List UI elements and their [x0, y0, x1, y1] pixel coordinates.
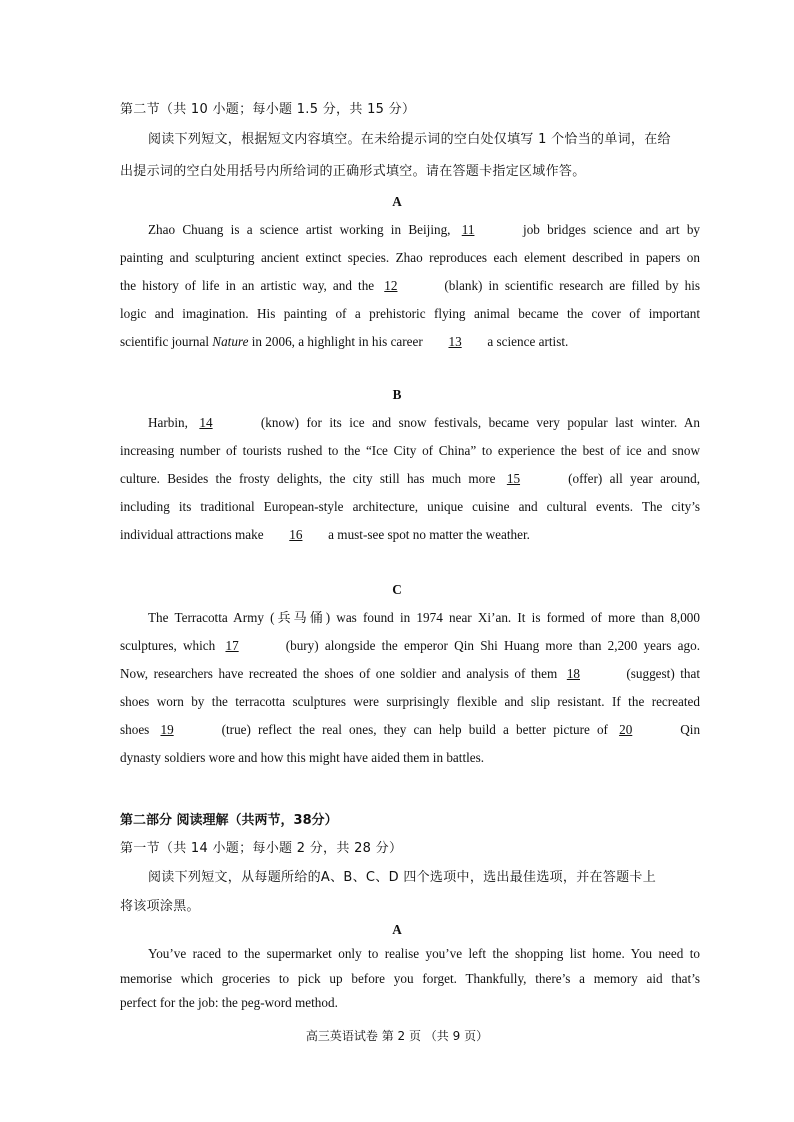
passage-a-line-5: scientific journal Nature in 2006, a highlight in his career 13 a science artist. — [120, 334, 569, 349]
passage-c-line-3: Now, researchers have recreated the shoes of one soldier and analysis of them 18 (suggest) that — [120, 666, 701, 681]
blank-17: 17 — [225, 638, 239, 653]
passage-c-line-6: dynasty soldiers wore and how this might have aided them in battles. — [120, 750, 485, 765]
blank-20: 20 — [619, 722, 633, 737]
section2-instruction-2: 出提示词的空白处用括号内所给词的正确形式填空。请在答题卡指定区域作答。 — [120, 164, 586, 179]
section2-title: 第二节（共 10 小题；每小题 1.5 分，共 15 分） — [120, 102, 416, 117]
blank-16: 16 — [289, 527, 303, 542]
reading-a-line-1: You’ve raced to the supermarket only to realise you’ve left the shopping list home. You need to — [148, 946, 700, 961]
blank-11: 11 — [461, 222, 475, 237]
part2-instruction-1: 阅读下列短文，从每题所给的A、B、C、D 四个选项中，选出最佳选项，并在答题卡上 — [148, 870, 657, 885]
passage-c-line-5: shoes 19 (true) reflect the real ones, they can help build a better picture of 20 Qin — [120, 722, 701, 737]
reading-a-line-2: memorise which groceries to pick up before you forget. Thankfully, there’s a memory aid that’s — [120, 971, 700, 986]
passage-c-line-4: shoes worn by the terracotta sculptures were surprisingly flexible and slip resistant. If the recreated — [120, 694, 700, 709]
blank-13: 13 — [448, 334, 462, 349]
passage-a-label: A — [392, 194, 402, 209]
passage-a-line-3: the history of life in an artistic way, and the 12 (blank) in scientific research are filled by his — [120, 278, 701, 293]
passage-b-label: B — [392, 387, 402, 402]
passage-b-line-1: Harbin, 14 (know) for its ice and snow festivals, became very popular last winter. An — [148, 415, 701, 430]
reading-a-line-3: perfect for the job: the peg-word method. — [120, 995, 338, 1010]
blank-12: 12 — [384, 278, 398, 293]
blank-14: 14 — [199, 415, 213, 430]
blank-19: 19 — [160, 722, 174, 737]
passage-a-line-2: painting and sculpturing ancient extinct species. Zhao reproduces each element described in papers on — [120, 250, 700, 265]
passage-c-label: C — [392, 582, 402, 597]
blank-15: 15 — [506, 471, 521, 486]
blank-18: 18 — [566, 666, 580, 681]
section2-instruction-1: 阅读下列短文，根据短文内容填空。在未给提示词的空白处仅填写 1 个恰当的单词，在给 — [148, 132, 671, 147]
passage-b-line-5: individual attractions make 16 a must-see spot no matter the weather. — [120, 527, 530, 542]
passage-a-line-1: Zhao Chuang is a science artist working in Beijing, 11 job bridges science and art by — [148, 222, 701, 237]
passage-b-line-4: including its traditional European-style architecture, unique cuisine and cultural events. The city’s — [120, 499, 700, 514]
part2-title: 第二部分 阅读理解（共两节，38分） — [120, 813, 338, 828]
passage-c-line-1: The Terracotta Army (兵马俑) was found in 1974 near Xi’an. It is formed of more than 8,000 — [148, 610, 700, 625]
part2-instruction-2: 将该项涂黑。 — [120, 899, 200, 914]
page-footer: 高三英语试卷 第 2 页 （共 9 页） — [305, 1029, 489, 1043]
passage-a-line-4: logic and imagination. His painting of a prehistoric flying animal became the cover of important — [120, 306, 700, 321]
part2-subtitle: 第一节（共 14 小题；每小题 2 分，共 28 分） — [120, 841, 403, 856]
passage-b-line-2: increasing number of tourists rushed to the “Ice City of China” to experience the best of ice and snow — [120, 443, 700, 458]
passage-b-line-3: culture. Besides the frosty delights, the city still has much more 15 (offer) all year around, — [120, 471, 701, 486]
reading-a-label: A — [392, 922, 402, 937]
passage-c-line-2: sculptures, which 17 (bury) alongside the emperor Qin Shi Huang more than 2,200 years ago. — [120, 638, 700, 653]
